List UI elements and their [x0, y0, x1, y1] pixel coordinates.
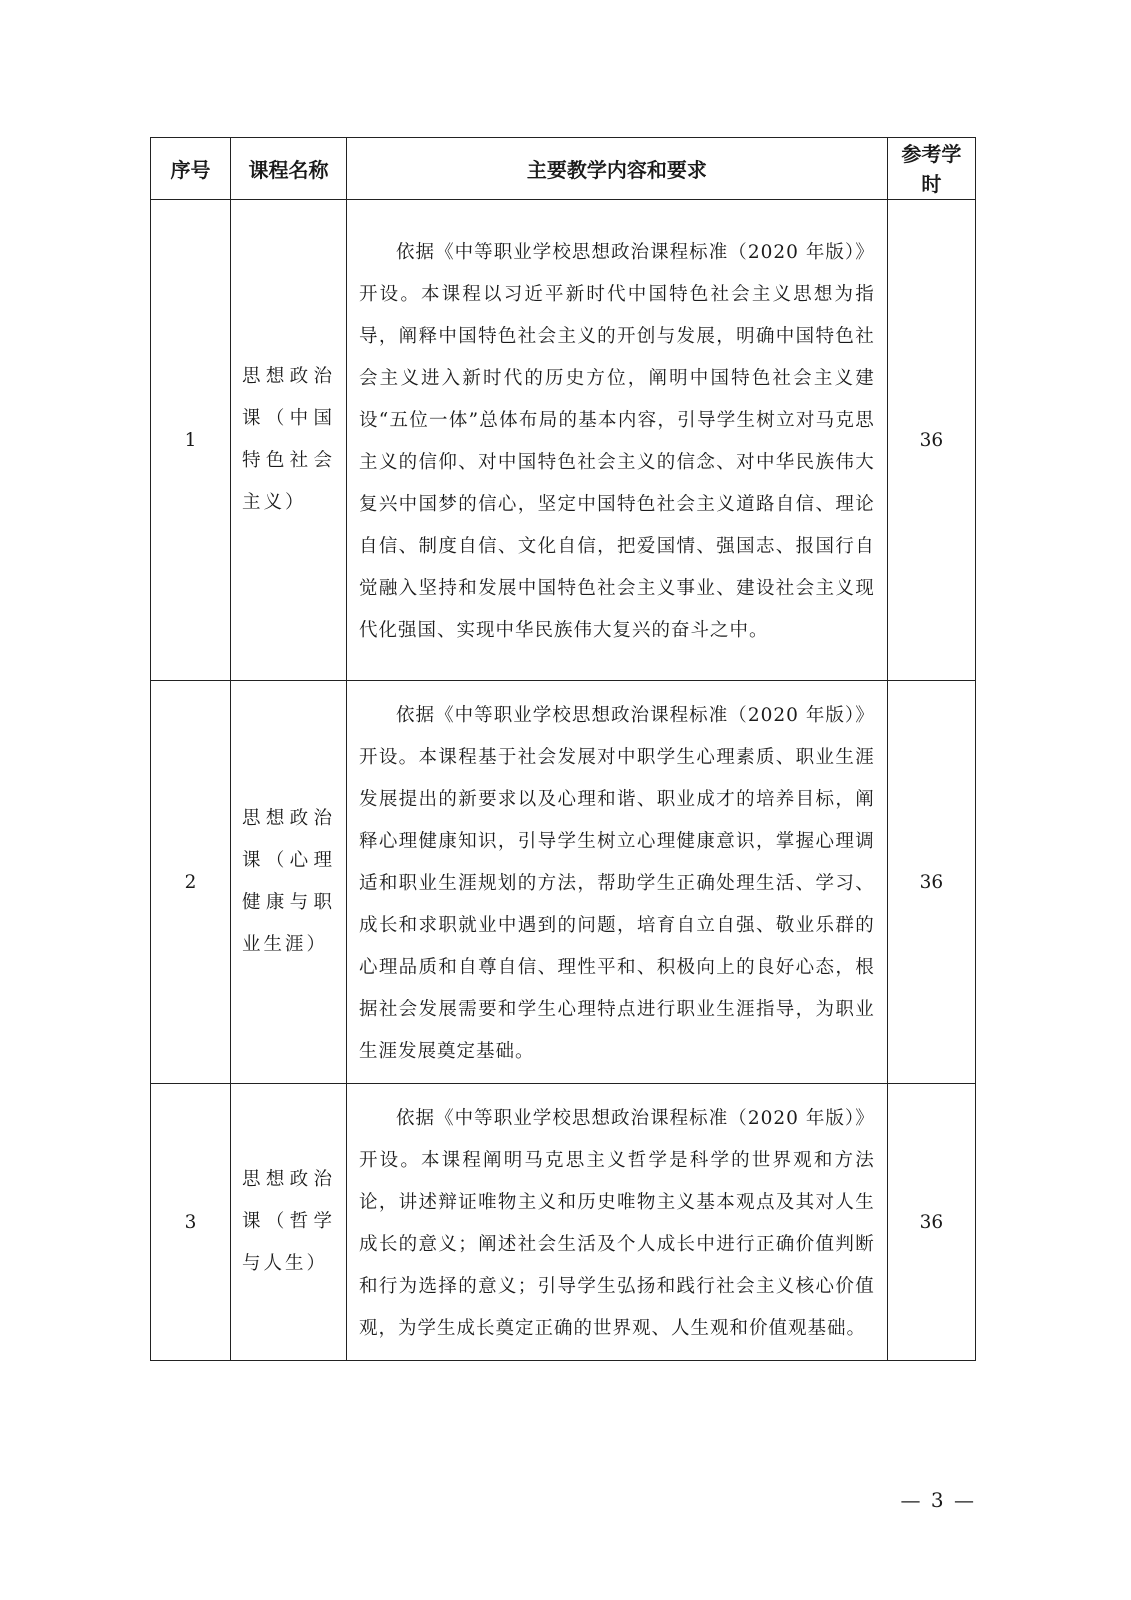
course-table: [150, 137, 976, 1361]
header-content: 主要教学内容和要求: [346, 138, 887, 200]
row-number: 1: [151, 200, 231, 681]
header-hours: 参考学时: [887, 138, 975, 200]
header-course-name: 课程名称: [231, 138, 347, 200]
table-row: [151, 681, 976, 1084]
row-number: 3: [151, 1084, 231, 1361]
table-row: [151, 1084, 976, 1361]
course-hours: 36: [887, 200, 975, 681]
course-hours: 36: [887, 681, 975, 1084]
header-no: 序号: [151, 138, 231, 200]
page-number: — 3 —: [900, 1488, 976, 1512]
course-hours: 36: [887, 1084, 975, 1361]
table-header-row: [151, 138, 976, 200]
course-content: 依据《中等职业学校思想政治课程标准（2020 年版）》开设。本课程以习近平新时代中国特色社会主义思想为指导，阐释中国特色社会主义的开创与发展，明确中国特色社会主义进入新时代的历史方位，阐明中国特色社会主义建设“五位一体”总体布局的基本内容，引导学生树立对马克思主义的信仰、对中国特色社会主义的信念、对中华民族伟大复兴中国梦的信心，坚定中国特色社会主义道路自信、理论自信、制度自信、文化自信，把爱国情、强国志、报国行自觉融入坚持和发展中国特色社会主义事业、建设社会主义现代化强国、实现中华民族伟大复兴的奋斗之中。: [346, 200, 887, 681]
table-row: [151, 200, 976, 681]
course-content: 依据《中等职业学校思想政治课程标准（2020 年版）》开设。本课程基于社会发展对中职学生心理素质、职业生涯发展提出的新要求以及心理和谐、职业成才的培养目标，阐释心理健康知识，引导学生树立心理健康意识，掌握心理调适和职业生涯规划的方法，帮助学生正确处理生活、学习、成长和求职就业中遇到的问题，培育自立自强、敬业乐群的心理品质和自尊自信、理性平和、积极向上的良好心态，根据社会发展需要和学生心理特点进行职业生涯指导，为职业生涯发展奠定基础。: [346, 681, 887, 1084]
course-name: 思想政治课（哲学与人生）: [231, 1084, 347, 1361]
course-content: 依据《中等职业学校思想政治课程标准（2020 年版）》开设。本课程阐明马克思主义哲学是科学的世界观和方法论，讲述辩证唯物主义和历史唯物主义基本观点及其对人生成长的意义；阐述社会生活及个人成长中进行正确价值判断和行为选择的意义；引导学生弘扬和践行社会主义核心价值观，为学生成长奠定正确的世界观、人生观和价值观基础。: [346, 1084, 887, 1361]
row-number: 2: [151, 681, 231, 1084]
course-name: 思想政治课（中国特色社会主义）: [231, 200, 347, 681]
course-name: 思想政治课（心理健康与职业生涯）: [231, 681, 347, 1084]
